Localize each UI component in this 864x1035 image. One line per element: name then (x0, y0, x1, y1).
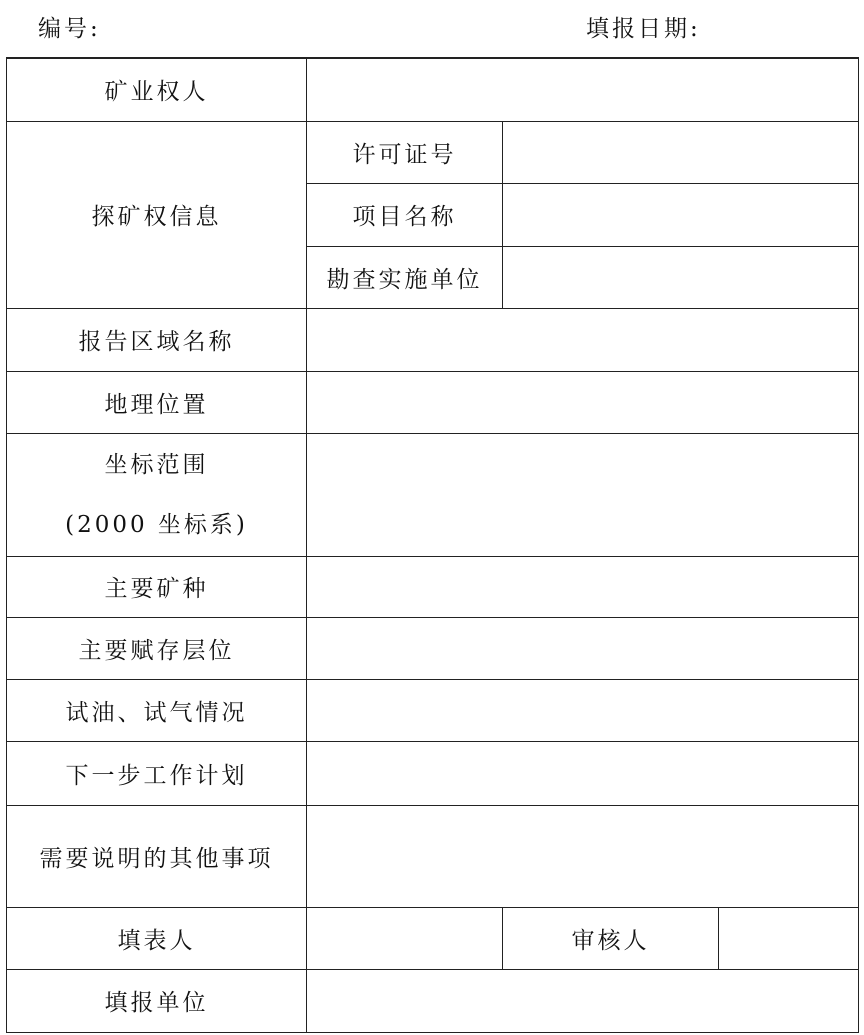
filing-unit-field[interactable] (307, 969, 859, 1032)
location-field[interactable] (307, 371, 859, 433)
other-notes-field[interactable] (307, 805, 859, 907)
number-label: 编号: (38, 16, 101, 42)
table-row (7, 805, 859, 907)
report-area-label: 报告区域名称 (7, 308, 307, 371)
oil-gas-test-field[interactable] (307, 679, 859, 741)
table-row (7, 679, 859, 741)
rights-holder-field[interactable] (307, 58, 859, 121)
table-row (7, 969, 859, 1032)
coord-range-label-line2: (2000 坐标系) (65, 511, 248, 538)
date-label: 填报日期: (586, 16, 701, 42)
reviewer-field[interactable] (719, 907, 859, 969)
location-label: 地理位置 (7, 371, 307, 433)
table-row (7, 617, 859, 679)
coord-range-label (7, 433, 307, 556)
coord-range-field[interactable] (307, 433, 859, 556)
license-no-label: 许可证号 (307, 121, 503, 183)
main-mineral-label: 主要矿种 (7, 556, 307, 617)
project-name-label: 项目名称 (307, 183, 503, 246)
table-row (7, 907, 859, 969)
coord-range-label-line1: 坐标范围 (104, 451, 209, 478)
reviewer-label: 审核人 (503, 907, 719, 969)
filler-label: 填表人 (7, 907, 307, 969)
filler-field[interactable] (307, 907, 503, 969)
next-plan-label: 下一步工作计划 (7, 741, 307, 805)
main-horizon-field[interactable] (307, 617, 859, 679)
next-plan-field[interactable] (307, 741, 859, 805)
table-row (7, 308, 859, 371)
main-horizon-label: 主要赋存层位 (7, 617, 307, 679)
table-row (7, 556, 859, 617)
report-form-table (6, 57, 859, 1033)
table-row (7, 121, 859, 183)
table-row (7, 741, 859, 805)
report-area-field[interactable] (307, 308, 859, 371)
main-mineral-field[interactable] (307, 556, 859, 617)
table-row (7, 58, 859, 121)
exploration-info-label: 探矿权信息 (7, 121, 307, 308)
license-no-field[interactable] (503, 121, 859, 183)
table-row (7, 371, 859, 433)
other-notes-label: 需要说明的其他事项 (7, 805, 307, 907)
oil-gas-test-label: 试油、试气情况 (7, 679, 307, 741)
table-row (7, 433, 859, 556)
survey-unit-field[interactable] (503, 246, 859, 308)
rights-holder-label: 矿业权人 (7, 58, 307, 121)
project-name-field[interactable] (503, 183, 859, 246)
survey-unit-label: 勘查实施单位 (307, 246, 503, 308)
filing-unit-label: 填报单位 (7, 969, 307, 1032)
